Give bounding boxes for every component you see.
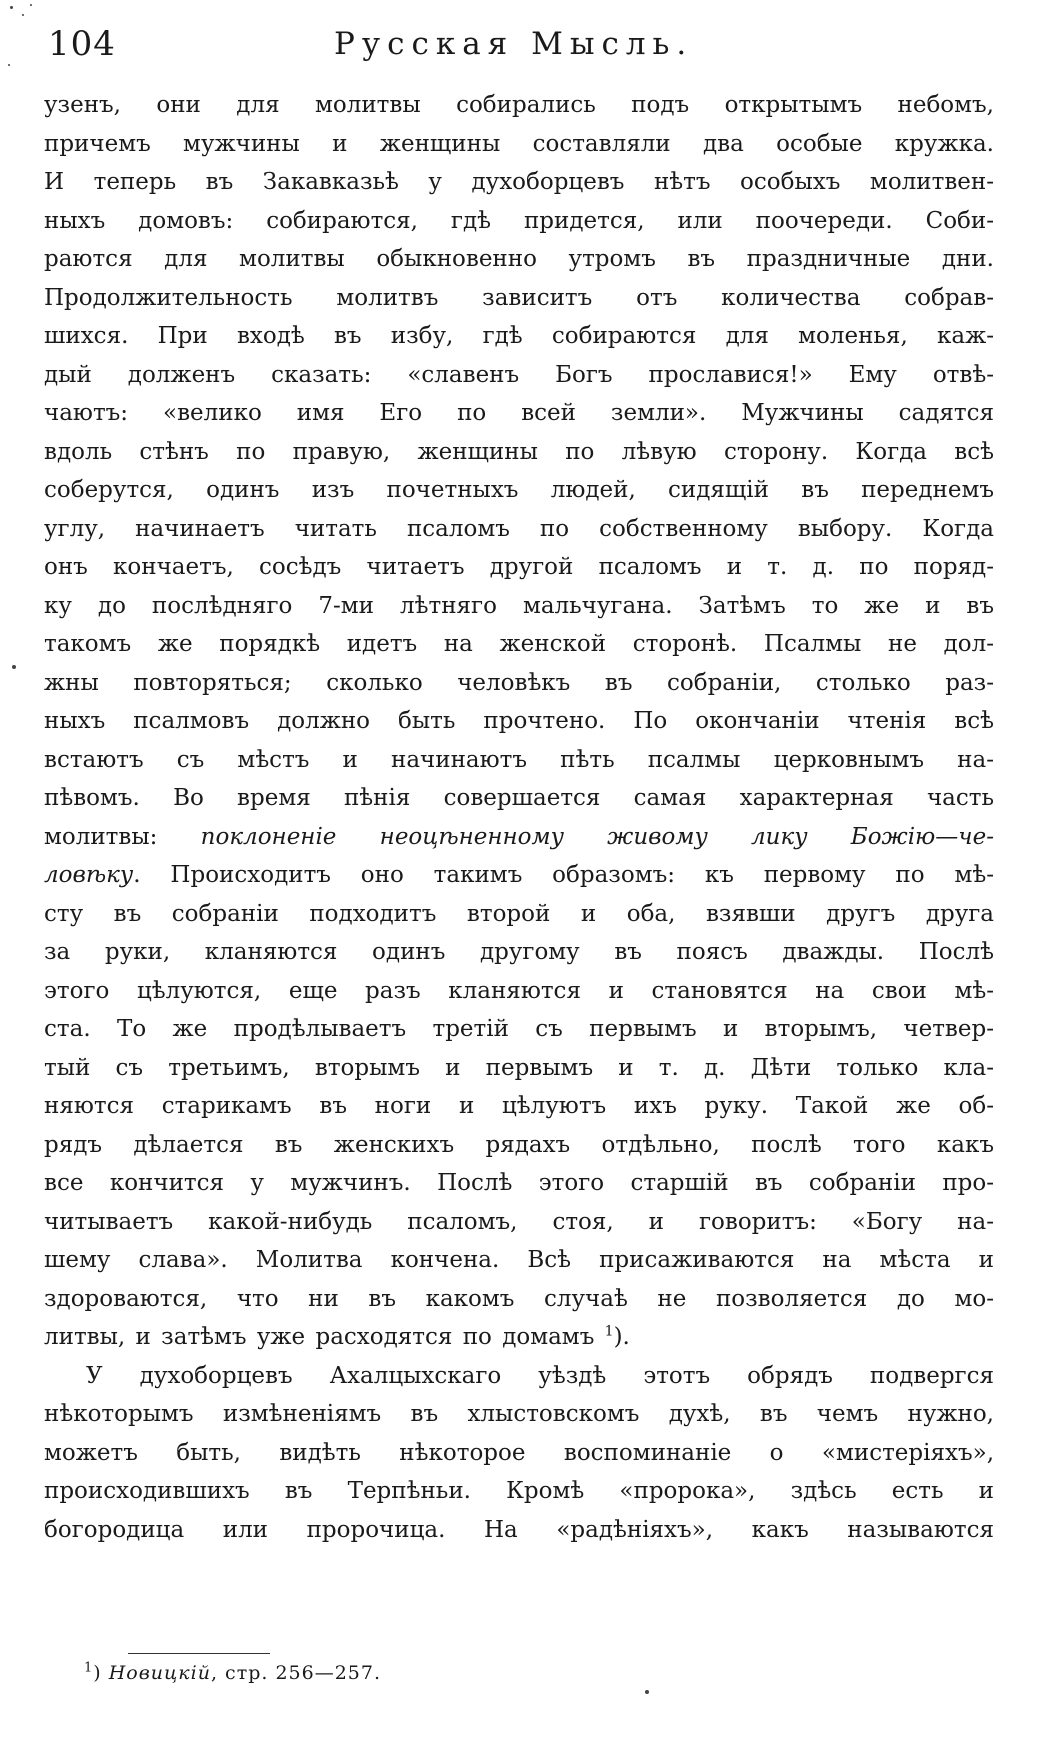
paragraph-end-line xyxy=(44,1318,994,1357)
page-number: 104 xyxy=(48,24,116,64)
footnote-divider xyxy=(128,1653,270,1654)
text-line: соберутся, одинъ изъ почетныхъ людей, сидящій въ переднемъ xyxy=(44,477,994,503)
line-tail: ). xyxy=(613,1324,630,1350)
line-tail: . Происходитъ оно такимъ образомъ: къ первому по мѣ- xyxy=(133,862,994,888)
text-line: ку до послѣдняго 7-ми лѣтняго мальчугана. Затѣмъ то же и въ xyxy=(44,592,994,619)
text-line: такомъ же порядкѣ идетъ на женской сторонѣ. Псалмы не дол- xyxy=(44,631,994,657)
text-line: этого цѣлуются, еще разъ кланяются и становятся на свои мѣ- xyxy=(44,977,994,1004)
text-line: И теперь въ Закавказьѣ у духоборцевъ нѣтъ особыхъ молитвен- xyxy=(44,169,994,195)
journal-title: Русская Мысль. xyxy=(334,26,694,62)
text-line: ста. То же продѣлываетъ третій съ первымъ и вторымъ, четвер- xyxy=(44,1016,994,1042)
text-line: тый съ третьимъ, вторымъ и первымъ и т. д. Дѣти только кла- xyxy=(44,1054,994,1081)
text-line: ныхъ домовъ: собираются, гдѣ придется, или поочереди. Соби- xyxy=(44,207,994,234)
text-line: Продолжительность молитвъ зависитъ отъ количества собрав- xyxy=(44,284,994,311)
text-line-with-emphasis xyxy=(44,818,994,857)
footnote xyxy=(84,1662,381,1684)
text-line: онъ кончаетъ, сосѣдъ читаетъ другой псаломъ и т. д. по поряд- xyxy=(44,554,994,580)
body-text xyxy=(44,86,994,1549)
text-line: шему слава». Молитва кончена. Всѣ присаживаются на мѣста и xyxy=(44,1247,994,1273)
scan-speck xyxy=(10,6,13,9)
footnote-mark: 1 xyxy=(84,1660,94,1676)
text-line: рядъ дѣлается въ женскихъ рядахъ отдѣльно, послѣ того какъ xyxy=(44,1131,994,1158)
text-line: жны повторяться; сколько человѣкъ въ собраніи, столько раз- xyxy=(44,669,994,696)
footnote-reference[interactable]: 1 xyxy=(604,1323,614,1340)
emphasis-text: ловѣку xyxy=(44,862,134,888)
text-line: вдоль стѣнъ по правую, женщины по лѣвую сторону. Когда всѣ xyxy=(44,438,994,465)
running-head xyxy=(44,22,1014,68)
text-line: чаютъ: «велико имя Его по всей земли». Мужчины садятся xyxy=(44,400,994,426)
text-line-with-emphasis xyxy=(44,856,994,895)
text-line: здороваются, что ни въ какомъ случаѣ не позволяется до мо- xyxy=(44,1285,994,1312)
scan-speck xyxy=(12,665,16,669)
text-line: встаютъ съ мѣстъ и начинаютъ пѣть псалмы церковнымъ на- xyxy=(44,746,994,773)
paragraph-start-line: У духоборцевъ Ахалцыхскаго уѣздѣ этотъ обрядъ подвергся xyxy=(86,1362,994,1389)
text-line: происходившихъ въ Терпѣньи. Кромѣ «пророка», здѣсь есть и xyxy=(44,1478,994,1504)
text-line: дый долженъ сказать: «славенъ Богъ прославися!» Ему отвѣ- xyxy=(44,361,994,388)
scan-speck xyxy=(22,14,24,16)
text-line: шихся. При входѣ въ избу, гдѣ собираются для моленья, каж- xyxy=(44,323,994,349)
line-lead: молитвы: xyxy=(44,823,201,850)
footnote-reference-text: , стр. 256—257. xyxy=(210,1662,382,1684)
text-line: все кончится у мужчинъ. Послѣ этого старшій въ собраніи про- xyxy=(44,1170,994,1196)
text-line: причемъ мужчины и женщины составляли два особые кружка. xyxy=(44,130,994,157)
scan-speck xyxy=(8,64,10,66)
text-line: няются старикамъ въ ноги и цѣлуютъ ихъ руку. Такой же об- xyxy=(44,1093,994,1119)
text-line: за руки, кланяются одинъ другому въ поясъ дважды. Послѣ xyxy=(44,939,994,965)
text-line: сту въ собраніи подходитъ второй и оба, взявши другъ друга xyxy=(44,900,994,927)
scan-speck xyxy=(30,4,32,6)
text-line: узенъ, они для молитвы собирались подъ открытымъ небомъ, xyxy=(44,92,994,118)
scan-speck xyxy=(645,1690,649,1694)
text-line: богородица или пророчица. На «радѣніяхъ», какъ называются xyxy=(44,1516,994,1543)
footnote-author: Новицкій xyxy=(108,1662,211,1684)
line-text: литвы, и затѣмъ уже расходятся по домамъ xyxy=(44,1324,605,1350)
text-line: раются для молитвы обыкновенно утромъ въ праздничные дни. xyxy=(44,246,994,272)
text-line: ныхъ псалмовъ должно быть прочтено. По окончаніи чтенія всѣ xyxy=(44,708,994,734)
footnote-paren: ) xyxy=(93,1662,109,1684)
text-line: пѣвомъ. Во время пѣнія совершается самая характерная часть xyxy=(44,785,994,811)
text-line: углу, начинаетъ читать псаломъ по собственному выбору. Когда xyxy=(44,515,994,542)
text-line: можетъ быть, видѣть нѣкоторое воспоминаніе о «мистеріяхъ», xyxy=(44,1439,994,1466)
emphasis-text: поклоненіе неоцѣненному живому лику Божію—че- xyxy=(200,823,994,850)
text-line: нѣкоторымъ измѣненіямъ въ хлыстовскомъ духѣ, въ чемъ нужно, xyxy=(44,1401,994,1427)
text-line: читываетъ какой-нибудь псаломъ, стоя, и говоритъ: «Богу на- xyxy=(44,1208,994,1235)
